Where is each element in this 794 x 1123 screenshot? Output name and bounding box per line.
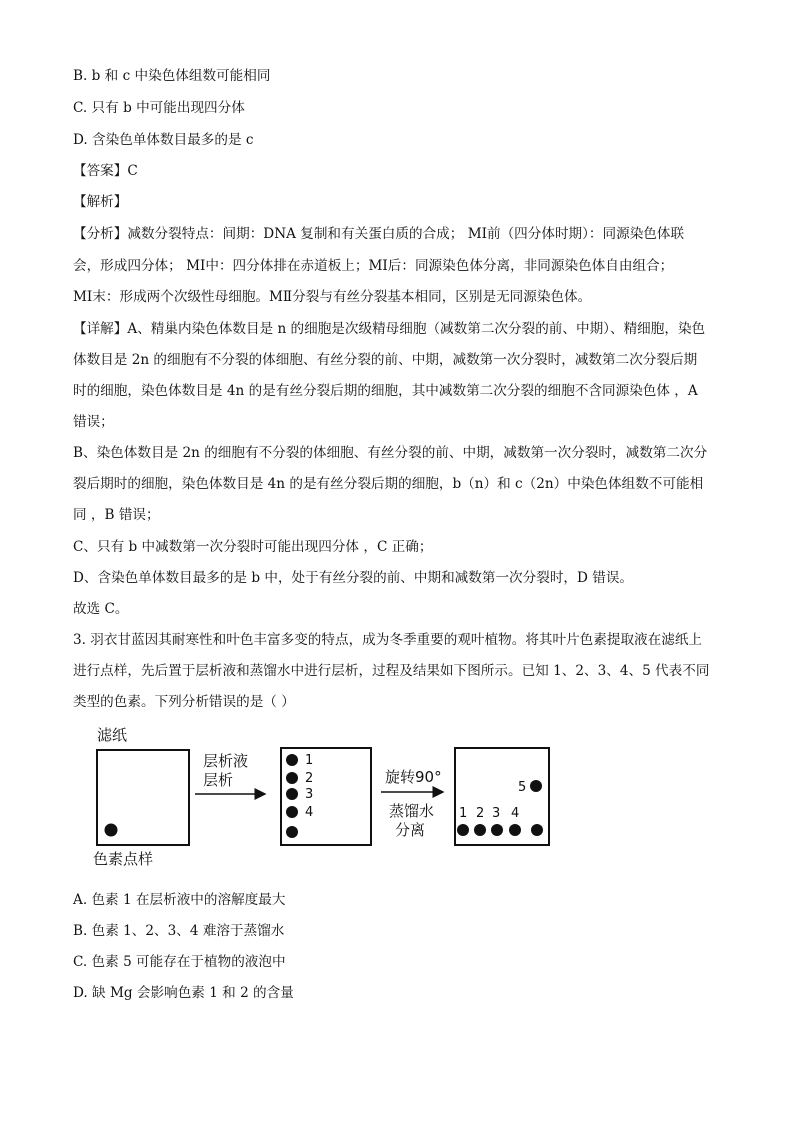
right-number-5: 5 xyxy=(518,780,527,795)
mid-band-3 xyxy=(286,788,298,800)
question-text-1: 3. 羽衣甘蓝因其耐寒性和叶色丰富多变的特点，成为冬季重要的观叶植物。将其叶片色素提取液在滤纸上 xyxy=(73,632,703,648)
right-band-3 xyxy=(491,824,503,836)
detail-text-7: 同 ，B 错误； xyxy=(73,507,160,523)
option-b-prev: B. b 和 c 中染色体组数可能相同 xyxy=(73,68,271,84)
mid-number-3: 3 xyxy=(305,787,314,802)
right-band-1 xyxy=(457,824,469,836)
mid-band-5 xyxy=(286,826,298,838)
detail-text-2: 体数目是 2n 的细胞有不分裂的体细胞、有丝分裂的前、中期，减数第一次分裂时，减数第二次分裂后期 xyxy=(73,352,698,368)
step1-label-1: 层析液 xyxy=(203,752,249,770)
question-text-3: 类型的色素。下列分析错误的是（ ） xyxy=(73,694,295,710)
right-band-2 xyxy=(474,824,486,836)
option-d-prev: D. 含染色单体数目最多的是 c xyxy=(73,132,254,148)
mid-band-1 xyxy=(286,754,298,766)
step2-label-2: 蒸馏水 xyxy=(389,802,435,820)
mid-number-1: 1 xyxy=(305,753,314,768)
option-c: C. 色素 5 可能存在于植物的液泡中 xyxy=(73,954,286,970)
detail-text-3: 时的细胞，染色体数目是 4n 的是有丝分裂后期的细胞，其中减数第二次分裂的细胞不含同源染色体 ，A xyxy=(73,383,698,399)
sample-label: 色素点样 xyxy=(93,850,154,868)
mid-number-4: 4 xyxy=(305,805,314,820)
sample-spot xyxy=(105,824,118,837)
option-b: B. 色素 1、2、3、4 难溶于蒸馏水 xyxy=(73,923,285,939)
answer-line: 【答案】C xyxy=(73,163,138,179)
detail-text-8: C、只有 b 中减数第一次分裂时可能出现四分体 ，C 正确； xyxy=(73,539,433,555)
right-band-5 xyxy=(530,780,542,792)
option-a: A. 色素 1 在层析液中的溶解度最大 xyxy=(73,892,286,908)
chromatography-figure xyxy=(85,722,565,872)
analysis-text-1: 【分析】减数分裂特点：间期：DNA 复制和有关蛋白质的合成； MⅠ前（四分体时期）：同源染色体联 xyxy=(73,226,685,242)
analysis-text-3: MⅠ末：形成两个次级性母细胞。MⅡ分裂与有丝分裂基本相同，区别是无同源染色体。 xyxy=(73,289,592,305)
question-text-2: 进行点样，先后置于层析液和蒸馏水中进行层析，过程及结果如下图所示。已知 1、2、3、4、5 代表不同 xyxy=(73,663,710,679)
right-number-1: 1 xyxy=(459,806,468,821)
conclusion-line: 故选 C。 xyxy=(73,601,129,617)
step2-label-3: 分离 xyxy=(395,821,426,839)
detail-text-5: B、染色体数目是 2n 的细胞有不分裂的体细胞、有丝分裂的前、中期，减数第一次分裂时，减数第二次分 xyxy=(73,445,708,461)
right-number-4: 4 xyxy=(511,806,520,821)
filter-paper-label: 滤纸 xyxy=(97,726,128,744)
mid-band-4 xyxy=(286,806,298,818)
detail-text-6: 裂后期时的细胞，染色体数目是 4n 的是有丝分裂后期的细胞，b（n）和 c（2n）中染色体组数不可能相 xyxy=(73,476,704,492)
option-c-prev: C. 只有 b 中可能出现四分体 xyxy=(73,100,245,116)
mid-number-2: 2 xyxy=(305,771,314,786)
analysis-heading: 【解析】 xyxy=(73,194,128,210)
right-number-3: 3 xyxy=(492,806,501,821)
mid-band-2 xyxy=(286,772,298,784)
right-band-4 xyxy=(509,824,521,836)
detail-text-4: 错误； xyxy=(73,414,114,430)
detail-text-1: 【详解】A、精巢内染色体数目是 n 的细胞是次级精母细胞（减数第二次分裂的前、中期）、精细胞，染色 xyxy=(73,321,706,337)
analysis-text-2: 会，形成四分体； MⅠ中：四分体排在赤道板上；MⅠ后：同源染色体分离，非同源染色体自由组合； xyxy=(73,258,674,274)
step1-label-2: 层析 xyxy=(203,771,234,789)
option-d: D. 缺 Mg 会影响色素 1 和 2 的含量 xyxy=(73,985,294,1001)
right-number-2: 2 xyxy=(476,806,485,821)
right-band-origin xyxy=(531,824,543,836)
step2-label-1: 旋转90° xyxy=(385,768,442,786)
detail-text-9: D、含染色单体数目最多的是 b 中，处于有丝分裂的前、中期和减数第一次分裂时，D 错误。 xyxy=(73,570,634,586)
